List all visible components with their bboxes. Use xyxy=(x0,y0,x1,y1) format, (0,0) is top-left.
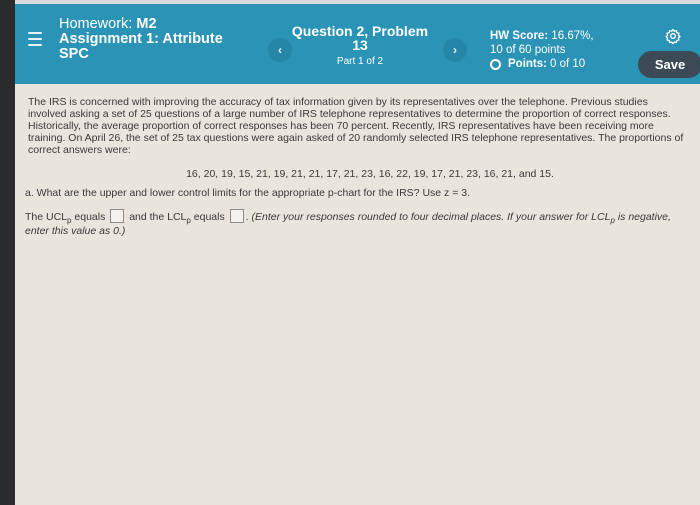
problem-content xyxy=(25,96,685,238)
homework-name: M2 xyxy=(136,16,157,32)
ucl-subscript: p xyxy=(67,216,72,225)
chevron-left-icon: ‹ xyxy=(278,43,282,57)
equals-text: equals xyxy=(193,211,225,223)
problem-data: 16, 20, 19, 15, 21, 19, 21, 21, 17, 21, 23, 16, 22, 19, 17, 21, 23, 16, 21, and 15. xyxy=(186,168,554,180)
points-summary: 10 of 60 points xyxy=(490,44,566,56)
equals-text: equals xyxy=(74,211,106,223)
problem-intro: The IRS is concerned with improving the accuracy of tax information given by its representatives over the telephone. Previous studies involved asking a set of 25 questions of a large number of IRS telephone representatives to determine the proportion of correct responses. Historically, the average proportion of correct responses has been 70 percent. Recently, IRS representatives have been receiving more training. On April 26, the set of 25 tax questions were again asked of 20 randomly selected IRS telephone representatives. The proportions of correct answers were: xyxy=(28,96,684,156)
points-label: Points: xyxy=(508,58,547,70)
device-bezel xyxy=(0,0,15,505)
header-bar xyxy=(15,4,700,84)
question-part-a: a. What are the upper and lower control limits for the appropriate p-chart for the IRS? Use z = 3. xyxy=(25,187,471,199)
lcl-label: and the LCL xyxy=(129,211,187,223)
hw-score-label: HW Score: xyxy=(490,30,549,42)
points-value: 0 of 10 xyxy=(549,58,586,70)
hw-score xyxy=(490,29,620,43)
ucl-input[interactable] xyxy=(110,209,124,223)
period: . xyxy=(245,211,249,223)
hint-subscript: p xyxy=(610,216,615,225)
assignment-title: Assignment 1: Attribute SPC xyxy=(59,31,223,62)
homework-label: Homework: xyxy=(59,16,133,32)
lcl-subscript: p xyxy=(186,216,191,225)
save-button[interactable]: Save xyxy=(638,51,700,78)
ucl-label: The UCL xyxy=(25,211,68,223)
homework-line xyxy=(59,17,249,32)
lcl-input[interactable] xyxy=(230,209,244,223)
hamburger-menu-icon[interactable] xyxy=(28,32,42,46)
gear-icon[interactable] xyxy=(665,28,681,44)
status-circle-icon xyxy=(490,59,501,70)
question-title: Question 2, Problem 13 xyxy=(291,23,429,53)
next-question-button[interactable] xyxy=(443,38,467,62)
hint-text-end: is negative, enter this value as 0.) xyxy=(25,211,671,237)
hint-text: (Enter your responses rounded to four decimal places. If your answer for LCL xyxy=(251,211,611,223)
hw-score-value: 16.67%, xyxy=(551,30,594,42)
question-points xyxy=(490,57,620,71)
score-block xyxy=(490,29,620,71)
part-indicator: Part 1 of 2 xyxy=(336,56,384,67)
question-info xyxy=(285,24,435,67)
answer-line xyxy=(25,209,685,238)
chevron-right-icon: › xyxy=(453,43,457,57)
assignment-title-block xyxy=(59,17,249,62)
